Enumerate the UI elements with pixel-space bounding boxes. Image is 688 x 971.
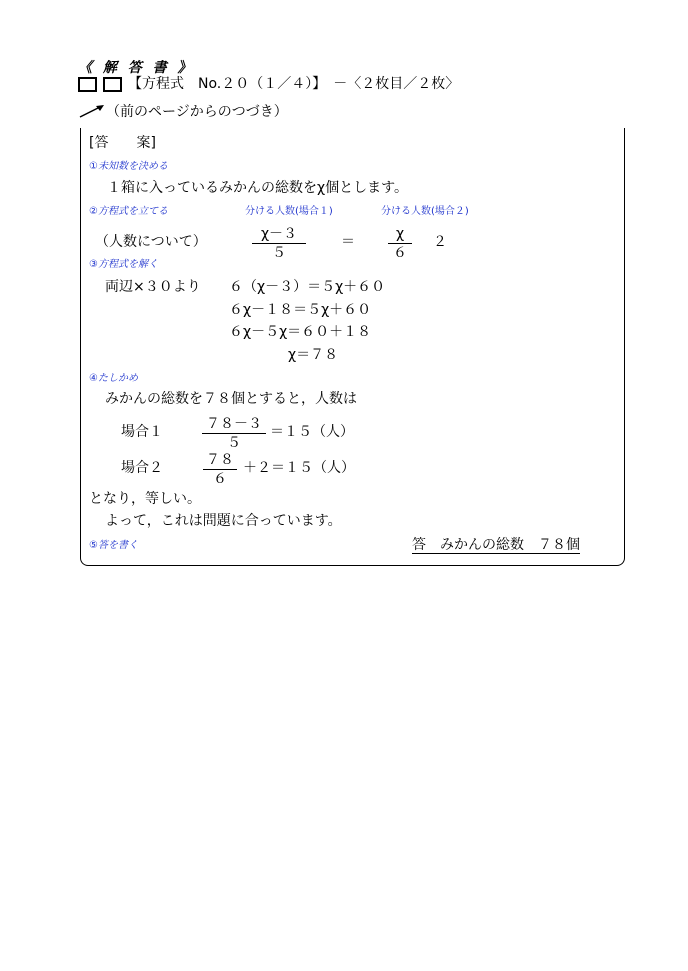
check-case2-fraction xyxy=(203,452,237,487)
fraction-bar xyxy=(203,469,237,470)
check-case1-label: 場合１ xyxy=(121,424,163,440)
fraction-numerator: χ－３ xyxy=(260,226,298,242)
document-subtitle xyxy=(78,76,459,92)
fraction-numerator: χ xyxy=(395,226,405,242)
fraction-denominator: ６ xyxy=(213,471,227,487)
conclusion-1: となり，等しい。 xyxy=(89,491,201,507)
fraction-numerator: ７８－３ xyxy=(206,416,262,432)
answer-label: [答 案] xyxy=(89,135,156,151)
fraction-numerator: ７８ xyxy=(206,452,234,468)
step3-heading: ③方程式を解く xyxy=(89,259,158,270)
fraction-case2 xyxy=(388,226,412,261)
check-intro: みかんの総数を７８個とすると，人数は xyxy=(105,391,357,407)
document-title: 《 解 答 書 》 xyxy=(78,60,195,76)
arrow-icon xyxy=(78,103,106,123)
fraction-bar xyxy=(252,243,306,244)
equals-sign: ＝ xyxy=(341,234,355,250)
continuation-note: （前のページからのつづき） xyxy=(106,104,288,120)
check-case2-result: ＋２＝１５（人） xyxy=(243,460,355,476)
fraction-denominator: ５ xyxy=(272,245,286,261)
fraction-bar xyxy=(388,243,412,244)
fraction-denominator: ５ xyxy=(227,435,241,451)
solve-line-4: χ＝７８ xyxy=(288,347,339,363)
checkbox-icon xyxy=(103,77,122,92)
conclusion-2: よって，これは問題に合っています。 xyxy=(105,513,342,529)
fraction-denominator: ６ xyxy=(393,245,407,261)
problem-label: 【方程式 No.２０（１／４）】 －〈２枚目／２枚〉 xyxy=(128,76,460,92)
step1-heading: ①未知数を決める xyxy=(89,161,168,172)
final-answer: 答 みかんの総数 ７８個 xyxy=(412,537,580,553)
solve-line-1: ６（χ－３）＝５χ＋６０ xyxy=(229,279,386,295)
step2-heading: ②方程式を立てる xyxy=(89,206,168,217)
fraction-bar xyxy=(202,433,266,434)
step1-text: １箱に入っているみかんの総数をχ個とします。 xyxy=(107,180,408,196)
step4-heading: ④たしかめ xyxy=(89,373,138,384)
solve-line-3: ６χ－５χ＝６０＋１８ xyxy=(229,324,372,340)
step5-heading: ⑤答を書く xyxy=(89,540,138,551)
step3-prefix: 両辺×３０より xyxy=(105,279,201,295)
check-case1-result: ＝１５（人） xyxy=(270,424,354,440)
equation-tail: ２ xyxy=(433,234,447,250)
solve-line-2: ６χ－１８＝５χ＋６０ xyxy=(229,302,372,318)
checkbox-icon xyxy=(78,77,97,92)
fraction-case1 xyxy=(252,226,306,261)
case1-label: 分ける人数(場合１) xyxy=(245,206,333,217)
case2-label: 分ける人数(場合２) xyxy=(381,206,469,217)
equation-prefix: （人数について） xyxy=(95,234,207,250)
check-case1-fraction xyxy=(202,416,266,451)
check-case2-label: 場合２ xyxy=(121,460,163,476)
